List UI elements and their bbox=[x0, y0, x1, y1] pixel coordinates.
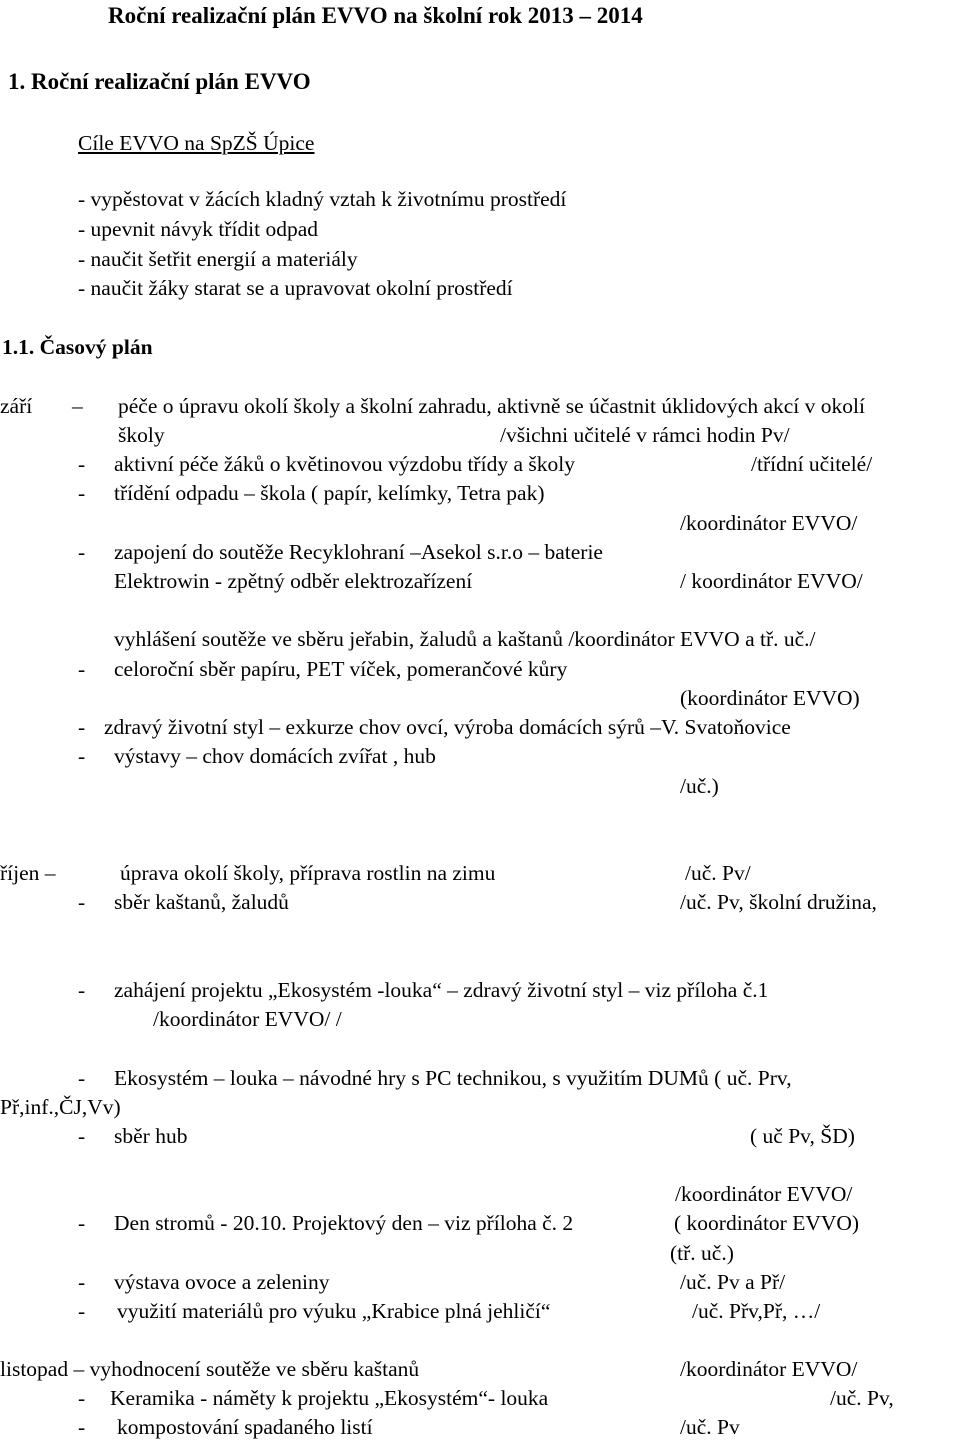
list-dash: - bbox=[78, 890, 86, 914]
zari-line-1: péče o úpravu okolí školy a školní zahradu, aktivně se účastnit úklidových akcí v okolí bbox=[118, 394, 865, 418]
rijen-line-6: Den stromů - 20.10. Projektový den – viz příloha č. 2 bbox=[114, 1211, 574, 1235]
zari-line-3: aktivní péče žáků o květinovou výzdobu třídy a školy bbox=[114, 452, 575, 476]
rijen-line-5-responsible-2: /koordinátor EVVO/ bbox=[675, 1182, 853, 1206]
zari-line-9: zdravý životní styl – exkurze chov ovcí, výroba domácích sýrů –V. Svatoňovice bbox=[104, 715, 791, 739]
rijen-line-1-responsible: /uč. Pv/ bbox=[685, 861, 751, 885]
section-heading-1: 1. Roční realizační plán EVVO bbox=[8, 69, 311, 94]
rijen-line-4: Ekosystém – louka – návodné hry s PC technikou, s využitím DUMů ( uč. Prv, bbox=[114, 1066, 792, 1090]
listopad-line-1-responsible: /koordinátor EVVO/ bbox=[680, 1357, 858, 1381]
section-heading-11: 1.1. Časový plán bbox=[2, 335, 153, 359]
rijen-line-8-responsible: /uč. Přv,Př, …/ bbox=[692, 1299, 821, 1323]
goal-item: - upevnit návyk třídit odpad bbox=[78, 217, 319, 241]
listopad-line-2: Keramika - náměty k projektu „Ekosystém“- louka bbox=[110, 1386, 549, 1410]
list-dash: - bbox=[78, 744, 86, 768]
zari-line-6: Elektrowin - zpětný odběr elektrozařízení bbox=[114, 569, 473, 593]
zari-line-2: školy bbox=[118, 423, 165, 447]
listopad-line-2-responsible: /uč. Pv, bbox=[830, 1386, 894, 1410]
zari-line-2-responsible: /všichni učitelé v rámci hodin Pv/ bbox=[500, 423, 790, 447]
goal-item: - vypěstovat v žácích kladný vztah k životnímu prostředí bbox=[78, 187, 567, 211]
month-rijen: říjen – bbox=[0, 861, 56, 885]
list-dash: - bbox=[78, 1386, 86, 1410]
list-dash: - bbox=[78, 540, 86, 564]
rijen-line-1: úprava okolí školy, příprava rostlin na zimu bbox=[120, 861, 496, 885]
rijen-line-7: výstava ovoce a zeleniny bbox=[114, 1270, 330, 1294]
zari-line-10: výstavy – chov domácích zvířat , hub bbox=[114, 744, 436, 768]
rijen-line-2-responsible: /uč. Pv, školní družina, bbox=[680, 890, 877, 914]
document-title: Roční realizační plán EVVO na školní rok 2013 – 2014 bbox=[108, 3, 643, 28]
zari-dash: – bbox=[72, 394, 83, 418]
list-dash: - bbox=[78, 1066, 86, 1090]
list-dash: - bbox=[78, 452, 86, 476]
listopad-line-3-responsible: /uč. Pv bbox=[680, 1415, 740, 1439]
zari-line-8: celoroční sběr papíru, PET víček, pomerančové kůry bbox=[114, 657, 568, 681]
zari-line-10-responsible: /uč.) bbox=[680, 774, 719, 798]
rijen-line-8: využití materiálů pro výuku „Krabice plná jehličí“ bbox=[117, 1299, 551, 1323]
rijen-line-2: sběr kaštanů, žaludů bbox=[114, 890, 289, 914]
list-dash: - bbox=[78, 1124, 86, 1148]
zari-line-4: třídění odpadu – škola ( papír, kelímky, Tetra pak) bbox=[114, 481, 545, 505]
list-dash: - bbox=[78, 657, 86, 681]
list-dash: - bbox=[78, 715, 86, 739]
zari-line-8-responsible: (koordinátor EVVO) bbox=[680, 686, 860, 710]
zari-line-7: vyhlášení soutěže ve sběru jeřabin, žaludů a kaštanů /koordinátor EVVO a tř. uč./ bbox=[114, 627, 816, 651]
month-zari: září bbox=[0, 394, 33, 418]
zari-line-6-responsible: / koordinátor EVVO/ bbox=[680, 569, 863, 593]
goals-heading: Cíle EVVO na SpZŠ Úpice bbox=[78, 131, 315, 155]
list-dash: - bbox=[78, 1415, 86, 1439]
zari-line-4-responsible: /koordinátor EVVO/ bbox=[680, 511, 858, 535]
rijen-line-4-continued: Př,inf.,ČJ,Vv) bbox=[0, 1095, 121, 1119]
goal-item: - naučit šetřit energií a materiály bbox=[78, 247, 358, 271]
list-dash: - bbox=[78, 1299, 86, 1323]
rijen-line-5-responsible: ( uč Pv, ŠD) bbox=[750, 1124, 855, 1148]
rijen-line-6-responsible-2: (tř. uč.) bbox=[670, 1241, 734, 1265]
list-dash: - bbox=[78, 1211, 86, 1235]
rijen-line-6-responsible: ( koordinátor EVVO) bbox=[674, 1211, 860, 1235]
listopad-line-3: kompostování spadaného listí bbox=[117, 1415, 373, 1439]
goal-item: - naučit žáky starat se a upravovat okolní prostředí bbox=[78, 276, 513, 300]
rijen-line-7-responsible: /uč. Pv a Př/ bbox=[680, 1270, 786, 1294]
list-dash: - bbox=[78, 978, 86, 1002]
rijen-line-3-responsible: /koordinátor EVVO/ / bbox=[153, 1007, 342, 1031]
listopad-line-1: listopad – vyhodnocení soutěže ve sběru kaštanů bbox=[0, 1357, 420, 1381]
zari-line-3-responsible: /třídní učitelé/ bbox=[751, 452, 873, 476]
list-dash: - bbox=[78, 1270, 86, 1294]
rijen-line-3: zahájení projektu „Ekosystém -louka“ – zdravý životní styl – viz příloha č.1 bbox=[114, 978, 769, 1002]
zari-line-5: zapojení do soutěže Recyklohraní –Asekol s.r.o – baterie bbox=[114, 540, 603, 564]
list-dash: - bbox=[78, 481, 86, 505]
rijen-line-5: sběr hub bbox=[114, 1124, 188, 1148]
